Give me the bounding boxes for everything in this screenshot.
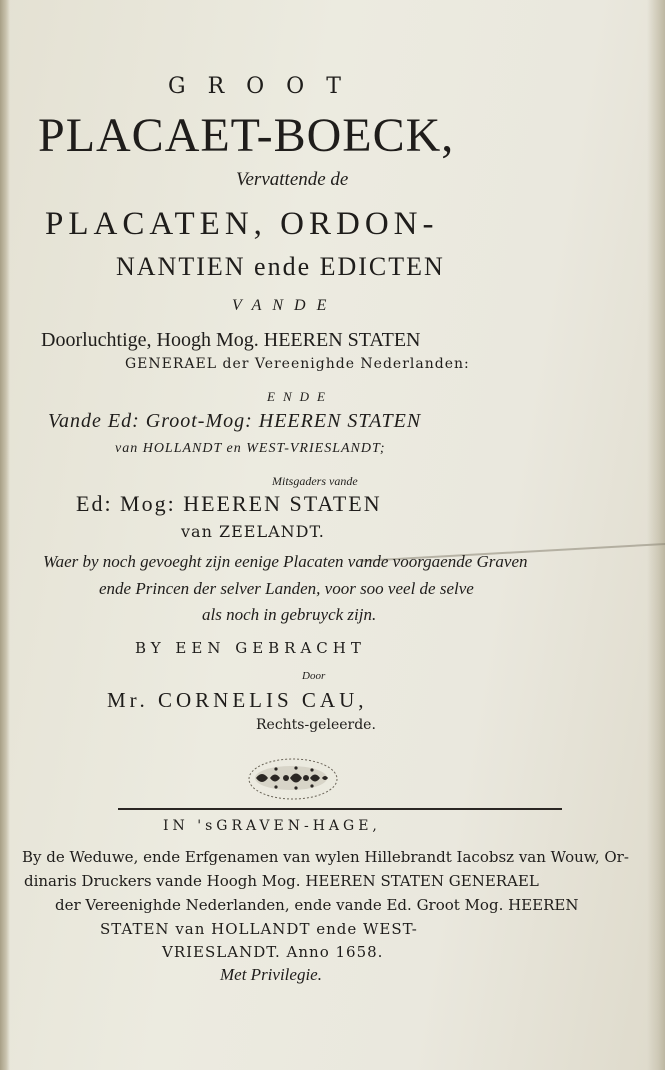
imprint-place: IN 'sGRAVEN-HAGE,: [163, 818, 381, 834]
imprint-line-2: dinaris Druckers vande Hoogh Mog. HEEREN STATEN GENERAEL: [24, 872, 539, 890]
title-princen: ende Princen der selver Landen, voor soo veel de selve: [99, 579, 474, 598]
imprint-rule: [118, 808, 562, 810]
imprint-line-5: VRIESLANDT. Anno 1658.: [162, 943, 384, 961]
title-vande-ed: Vande Ed: Groot-Mog: HEEREN STATEN: [48, 410, 422, 432]
author-name: Mr. CORNELIS CAU,: [107, 688, 368, 712]
title-zeelandt: van ZEELANDT.: [181, 522, 325, 541]
title-ed-mog: Ed: Mog: HEEREN STATEN: [76, 491, 382, 516]
title-generael: GENERAEL der Vereenighde Nederlanden:: [125, 356, 470, 372]
imprint-line-1: By de Weduwe, ende Erfgenamen van wylen Hillebrandt Iacobsz van Wouw, Or-: [22, 848, 629, 866]
title-mitsgaders: Mitsgaders vande: [272, 474, 358, 488]
page-edge-shadow: [647, 0, 665, 1070]
title-doorluchtige: Doorluchtige, Hoogh Mog. HEEREN STATEN: [41, 329, 421, 351]
title-nantien: NANTIEN ende EDICTEN: [116, 252, 445, 281]
title-ende: ENDE: [267, 389, 333, 404]
title-gebruyck: als noch in gebruyck zijn.: [202, 605, 377, 624]
privilege-note: Met Privilegie.: [220, 965, 322, 984]
title-by-een: BY EEN GEBRACHT: [135, 639, 366, 657]
author-title: Rechts-geleerde.: [256, 717, 376, 733]
main-title: PLACAET-BOECK,: [38, 109, 455, 162]
printers-ornament-icon: [246, 756, 340, 802]
imprint-line-3: der Vereenighde Nederlanden, ende vande Ed. Groot Mog. HEEREN: [55, 896, 579, 914]
title-groot: GROOT: [168, 74, 363, 99]
title-placaten: PLACATEN, ORDON-: [45, 206, 439, 242]
imprint-line-4: STATEN van HOLLANDT ende WEST-: [100, 920, 418, 938]
title-vande: VANDE: [232, 297, 338, 314]
title-waer: Waer by noch gevoeght zijn eenige Placaten vande voorgaende Graven: [43, 552, 528, 571]
book-spine-shadow: [0, 0, 10, 1070]
subtitle-vervattende: Vervattende de: [236, 169, 349, 190]
title-hollandt: van HOLLANDT en WEST-VRIESLANDT;: [115, 441, 386, 456]
title-door: Door: [302, 670, 326, 682]
